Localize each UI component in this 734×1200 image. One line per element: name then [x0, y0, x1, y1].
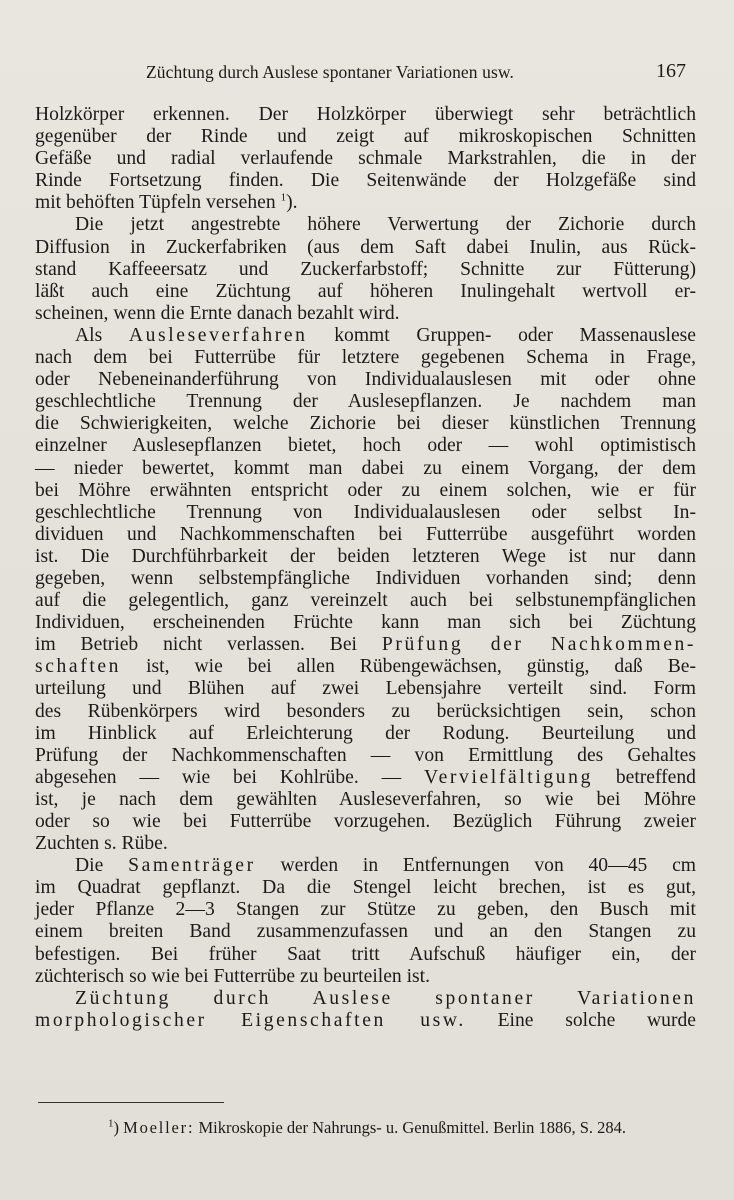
text-line: [35, 325, 696, 347]
text-line: [35, 1010, 696, 1032]
text-line: Zuchten s. Rübe.: [35, 833, 168, 855]
footnote-text: Mikroskopie der Nahrungs- u. Genußmittel. Berlin 1886, S. 284.: [198, 1118, 627, 1137]
text-line: urteilung und Blühen auf zwei Lebensjahre verteilt sind. Form: [35, 678, 696, 700]
running-header: [146, 60, 686, 88]
spaced-emphasis: schaften: [35, 656, 122, 678]
spaced-emphasis: Samenträger: [128, 855, 256, 877]
spaced-emphasis: morphologischer Eigenschaften usw.: [35, 1009, 466, 1031]
text-line: [35, 656, 696, 678]
text-line: [35, 855, 696, 877]
body-text: [35, 104, 696, 1032]
text-line: Gefäße und radial verlaufende schmale Markstrahlen, die in der: [35, 148, 696, 170]
text-line: bei Möhre erwähnten entspricht oder zu einem solchen, wie er für: [35, 479, 696, 501]
text-line: stand Kaffeeersatz und Zuckerfarbstoff; Schnitte zur Fütterung): [35, 258, 696, 280]
text-run: ).: [286, 192, 298, 214]
text-line: Diffusion in Zuckerfabriken (aus dem Saft dabei Inulin, aus Rück-: [35, 236, 696, 258]
text-line: ist, je nach dem gewählten Ausleseverfahren, so wie bei Möhre: [35, 788, 696, 810]
text-run: im Betrieb nicht verlassen. Bei: [35, 634, 358, 656]
text-line: des Rübenkörpers wird besonders zu berücksichtigen sein, schon: [35, 700, 696, 722]
text-run: Als: [75, 324, 103, 346]
footnote-ref: 1: [280, 191, 287, 204]
spaced-emphasis: Ausleseverfahren: [128, 324, 308, 346]
text-line: im Quadrat gepflanzt. Da die Stengel leicht brechen, ist es gut,: [35, 877, 696, 899]
text-line: Rinde Fortsetzung finden. Die Seitenwände der Holzgefäße sind: [35, 170, 696, 192]
text-line: die Schwierigkeiten, welche Zichorie bei dieser künstlichen Trennung: [35, 413, 696, 435]
text-line: einzelner Auslesepflanzen bietet, hoch oder — wohl optimistisch: [35, 435, 696, 457]
text-line: Individuen, erscheinenden Früchte kann man sich bei Züchtung: [35, 612, 696, 634]
text-run: abgesehen — wie bei Kohlrübe. —: [35, 766, 402, 788]
text-line: gegeben, wenn selbstempfängliche Individuen vorhanden sind; denn: [35, 567, 696, 589]
text-line: geschlechtliche Trennung der Auslesepflanzen. Je nachdem man: [35, 391, 696, 413]
footnote: $^1$) Moeller: Mikroskopie der Nahrungs- u. Genußmittel. Berlin 1886, S. 284.: [108, 1117, 627, 1137]
text-line: gegenüber der Rinde und zeigt auf mikroskopischen Schnitten: [35, 126, 696, 148]
text-line: jeder Pflanze 2—3 Stangen zur Stütze zu geben, den Busch mit: [35, 899, 696, 921]
text-run: ist, wie bei allen Rübengewächsen, günstig, daß Be-: [146, 656, 696, 678]
text-line: [35, 988, 696, 1010]
text-run: kommt Gruppen- oder Massenauslese: [334, 324, 696, 346]
text-line: auf die gelegentlich, ganz vereinzelt auch bei selbstunempfänglichen: [35, 590, 696, 612]
text-line: oder so wie bei Futterrübe vorzugehen. Bezüglich Führung zweier: [35, 811, 696, 832]
text-line: [35, 634, 696, 656]
text-line: Die jetzt angestrebte höhere Verwertung der Zichorie durch: [75, 214, 696, 236]
text-run: werden in Entfernungen von 40—45 cm: [280, 855, 696, 877]
text-line: befestigen. Bei früher Saat tritt Aufschuß häufiger ein, der: [35, 943, 696, 965]
text-line: dividuen und Nachkommenschaften bei Futterrübe ausgeführt worden: [35, 523, 696, 545]
text-run: Eine solche wurde: [497, 1009, 696, 1031]
text-line: nach dem bei Futterrübe für letztere gegebenen Schema in Frage,: [35, 347, 696, 369]
running-title: Züchtung durch Auslese spontaner Variationen usw.: [146, 62, 514, 82]
text-run: mit behöften Tüpfeln versehen: [35, 192, 276, 214]
footnote-author: Moeller:: [123, 1118, 195, 1137]
text-line: ist. Die Durchführbarkeit der beiden letzteren Wege ist nur dann: [35, 545, 696, 567]
footnote-mark: 1: [108, 1117, 114, 1130]
text-line: Prüfung der Nachkommenschaften — von Ermittlung des Gehaltes: [35, 744, 696, 766]
text-line: scheinen, wenn die Ernte danach bezahlt wird.: [35, 302, 400, 324]
page-number: 167: [656, 60, 686, 82]
text-line: — nieder bewertet, kommt man dabei zu einem Vorgang, der dem: [35, 457, 696, 479]
text-run: betreffend: [615, 766, 696, 788]
text-line: [35, 192, 696, 214]
text-line: geschlechtliche Trennung von Individualauslesen oder selbst In-: [35, 501, 696, 523]
text-line: züchterisch so wie bei Futterrübe zu beurteilen ist.: [35, 965, 431, 987]
text-line: [35, 767, 696, 789]
text-run: Die: [75, 855, 104, 877]
footnote-rule: [38, 1102, 224, 1103]
text-line: läßt auch eine Züchtung auf höheren Inulingehalt wertvoll er-: [35, 280, 696, 302]
text-line: oder Nebeneinanderführung von Individualauslesen mit oder ohne: [35, 369, 696, 391]
spaced-emphasis: Vervielfältigung: [424, 766, 593, 788]
text-line: einem breiten Band zusammenzufassen und an den Stangen zu: [35, 921, 696, 943]
text-line: Holzkörper erkennen. Der Holzkörper überwiegt sehr beträchtlich: [35, 104, 696, 125]
spaced-emphasis: Züchtung durch Auslese spontaner Variationen: [75, 987, 696, 1009]
spaced-emphasis: Prüfung der Nachkommen-: [381, 634, 697, 656]
text-line: im Hinblick auf Erleichterung der Rodung. Beurteilung und: [35, 722, 696, 744]
